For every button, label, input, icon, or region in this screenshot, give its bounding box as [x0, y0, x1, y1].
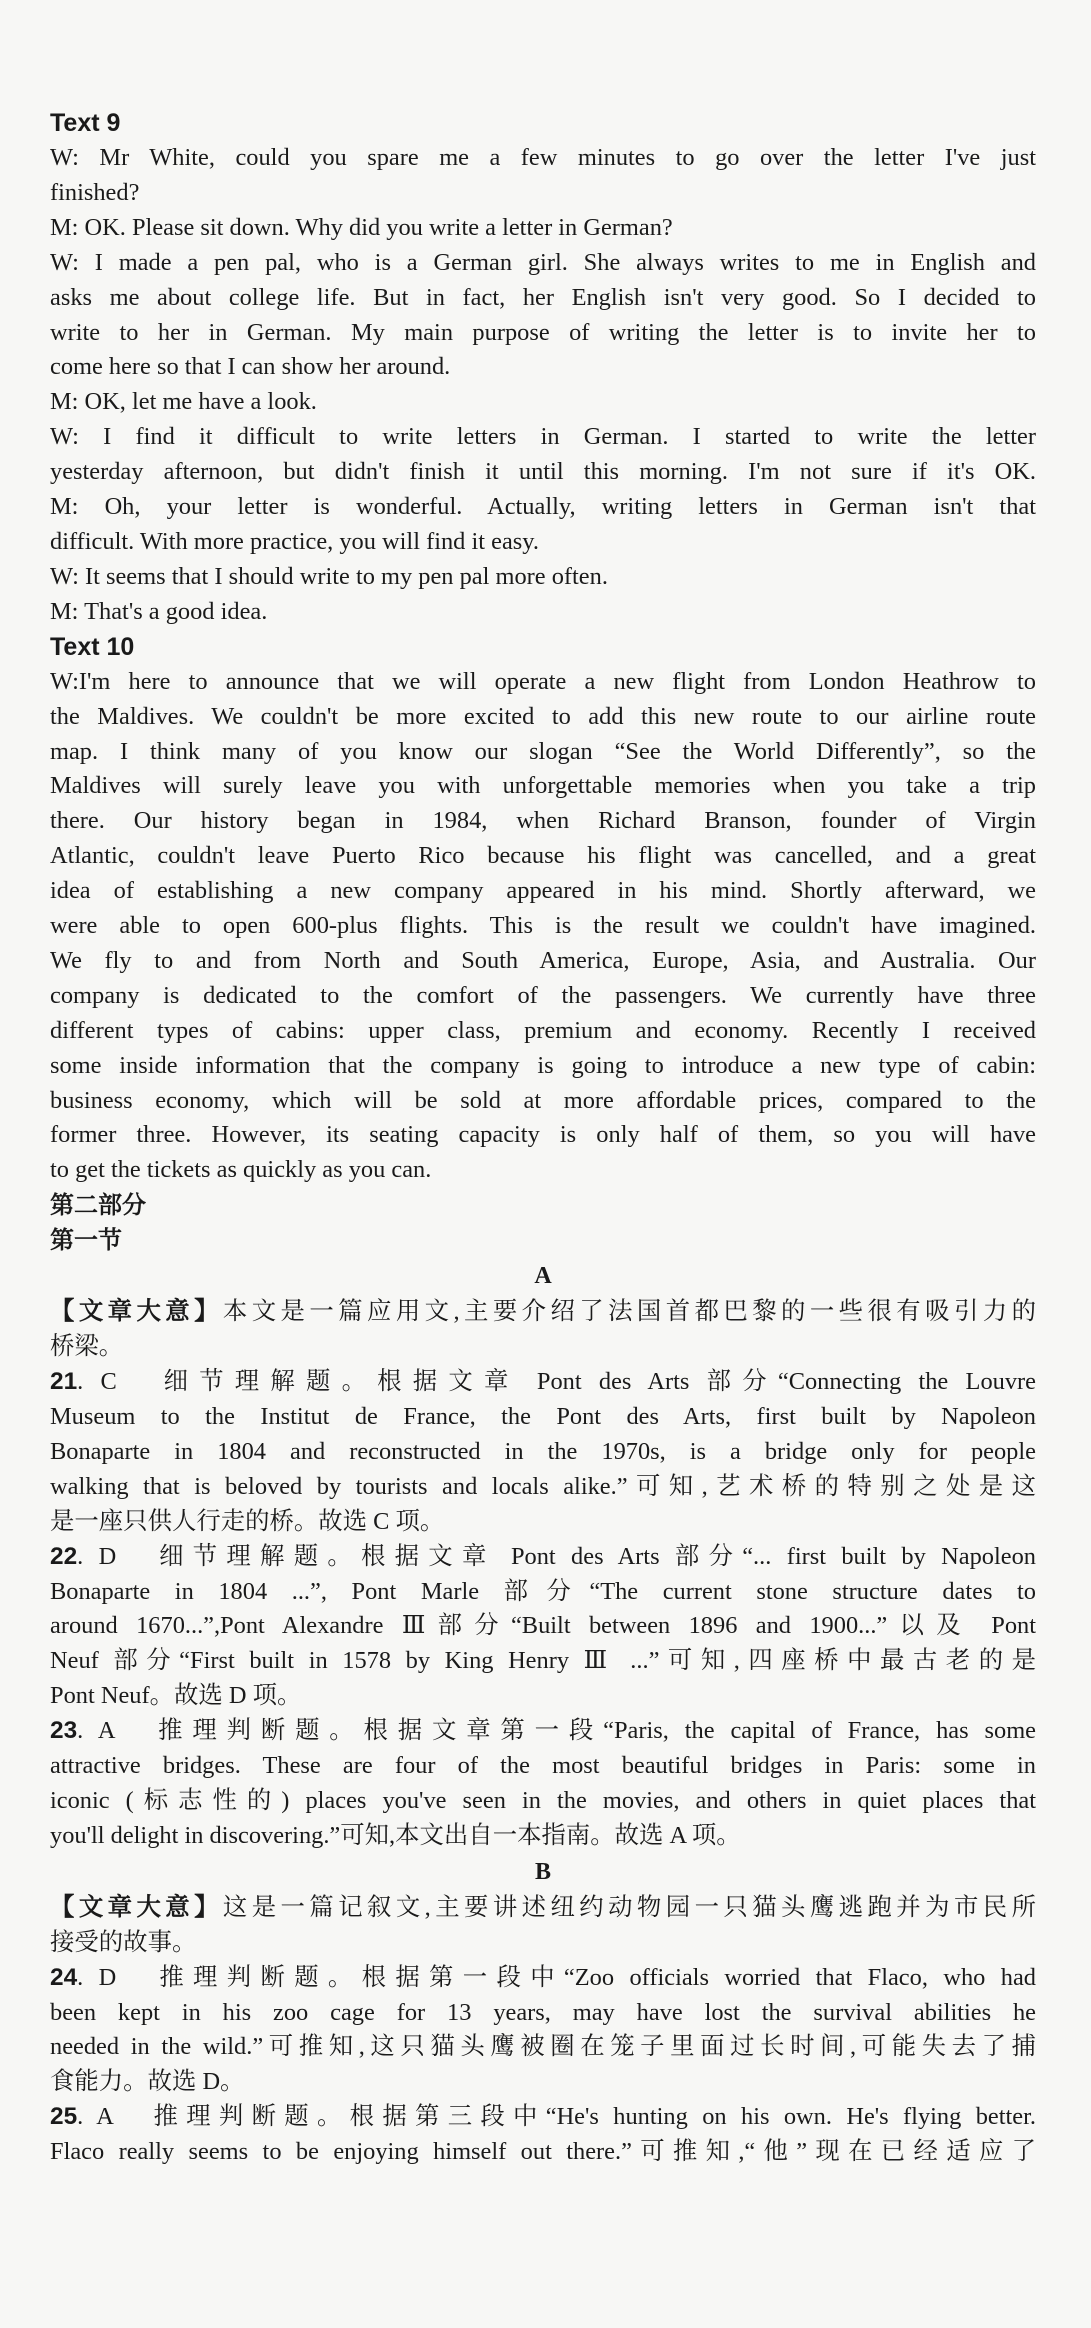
text9-section [50, 106, 1036, 630]
answer-23-line: attractive bridges. These are four of the most beautiful bridges in Paris: some in [50, 1752, 1036, 1780]
summary-tag: 【文章大意】 [50, 1296, 223, 1326]
text9-line: M: OK, let me have a look. [50, 388, 317, 416]
text10-line: Maldives will surely leave you with unforgettable memories when you take a trip [50, 772, 1036, 800]
answer-21-line: 是一座只供人行走的桥。故选 C 项。 [50, 1507, 445, 1535]
passage-a-answers [50, 1258, 1036, 1854]
text9-line: W: Mr White, could you spare me a few minutes to go over the letter I've just [50, 144, 1036, 171]
answer-21-line: walking that is beloved by tourists and locals alike.”可知,艺术桥的特别之处是这 [50, 1472, 1036, 1500]
answer-22-line: around 1670...”,Pont Alexandre Ⅲ部分“Built between 1896 and 1900...”以及 Pont [50, 1612, 1036, 1640]
passage-b-summary-line: 接受的故事。 [50, 1928, 197, 1956]
text9-heading: Text 9 [50, 109, 121, 137]
text10-line: there. Our history began in 1984, when Richard Branson, founder of Virgin [50, 807, 1036, 835]
answer-text: . A 推理判断题。根据文章第一段“Paris, the capital of France, has some [77, 1717, 1036, 1745]
text10-line: Atlantic, couldn't leave Puerto Rico because his flight was cancelled, and a great [50, 842, 1036, 870]
answer-23 [50, 1714, 1036, 1749]
text10-line: different types of cabins: upper class, premium and economy. Recently I received [50, 1016, 1036, 1044]
summary-tag: 【文章大意】 [50, 1891, 223, 1921]
text10-line: business economy, which will be sold at more affordable prices, compared to the [50, 1086, 1036, 1114]
answer-24 [50, 1961, 1036, 1996]
text9-line: W: I made a pen pal, who is a German girl. She always writes to me in English and [50, 248, 1036, 276]
text10-line: company is dedicated to the comfort of the passengers. We currently have three [50, 981, 1036, 1009]
text9-line: difficult. With more practice, you will find it easy. [50, 527, 539, 555]
text10-line: idea of establishing a new company appeared in his mind. Shortly afterward, we [50, 877, 1036, 905]
text10-line: former three. However, its seating capacity is only half of them, so you will have [50, 1121, 1036, 1149]
answer-24-line: been kept in his zoo cage for 13 years, may have lost the survival abilities he [50, 1998, 1036, 2026]
answer-text: . C 细节理解题。根据文章 Pont des Arts 部分“Connecting the Louvre [77, 1368, 1036, 1396]
answer-22 [50, 1540, 1036, 1575]
passage-a-summary-line: 桥梁。 [50, 1333, 124, 1361]
answer-22-line: Pont Neuf。故选 D 项。 [50, 1682, 302, 1710]
question-number: 23 [50, 1717, 78, 1745]
question-number: 22 [50, 1542, 78, 1570]
text9-line: W: I find it difficult to write letters in German. I started to write the letter [50, 423, 1036, 451]
text10-line: W:I'm here to announce that we will operate a new flight from London Heathrow to [50, 667, 1036, 695]
question-number: 24 [50, 1963, 78, 1991]
answer-22-line: Bonaparte in 1804 ...”, Pont Marle 部分“The current stone structure dates to [50, 1577, 1036, 1605]
answer-24-line: 食能力。故选 D。 [50, 2068, 245, 2096]
passage-b-letter: B [534, 1858, 551, 1885]
text9-line: M: That's a good idea. [50, 597, 268, 625]
text10-heading: Text 10 [50, 632, 135, 661]
text10-line: map. I think many of you know our slogan “See the World Differently”, so the [50, 737, 1036, 765]
answer-24-line: needed in the wild.”可推知,这只猫头鹰被圈在笼子里面过长时间,可能失去了捕 [50, 2033, 1036, 2061]
answer-25-line: Flaco really seems to be enjoying himself out there.”可推知,“他”现在已经适应了 [50, 2138, 1036, 2166]
text10-line: were able to open 600-plus flights. This is the result we couldn't have imagined. [50, 912, 1036, 940]
answer-text: . A 推理判断题。根据第三段中“He's hunting on his own. He's flying better. [77, 2103, 1036, 2131]
section1-heading: 第一节 [50, 1226, 122, 1255]
answer-22-line: Neuf 部分“First built in 1578 by King Henry Ⅲ ...”可知,四座桥中最古老的是 [50, 1647, 1036, 1675]
text9-line: M: OK. Please sit down. Why did you write a letter in German? [50, 213, 673, 241]
answer-21-line: Museum to the Institut de France, the Pont des Arts, first built by Napoleon [50, 1403, 1036, 1430]
question-number: 21 [50, 1368, 78, 1396]
summary-text: 本文是一篇应用文,主要介绍了法国首都巴黎的一些很有吸引力的 [222, 1298, 1036, 1326]
text10-line: We fly to and from North and South America, Europe, Asia, and Australia. Our [50, 946, 1036, 974]
text9-line: W: It seems that I should write to my pen pal more often. [50, 562, 608, 590]
text10-line: some inside information that the company is going to introduce a new type of cabin: [50, 1051, 1036, 1079]
answer-23-line: you'll delight in discovering.”可知,本文出自一本指南。故选 A 项。 [50, 1821, 741, 1849]
question-number: 25 [50, 2103, 78, 2131]
passage-b-answers [50, 1854, 1036, 2170]
text10-line: the Maldives. We couldn't be more excited to add this new route to our airline route [50, 702, 1036, 730]
answer-text: . D 细节理解题。根据文章 Pont des Arts 部分“... first built by Napoleon [77, 1542, 1036, 1570]
passage-a-letter: A [534, 1263, 552, 1290]
text9-line: M: Oh, your letter is wonderful. Actually, writing letters in German isn't that [50, 493, 1036, 521]
answer-23-line: iconic (标志性的) places you've seen in the movies, and others in quiet places that [50, 1786, 1036, 1814]
passage-b-summary [50, 1890, 1036, 1926]
text9-line: come here so that I can show her around. [50, 353, 451, 381]
text10-line: to get the tickets as quickly as you can. [50, 1156, 432, 1184]
answer-21-line: Bonaparte in 1804 and reconstructed in the 1970s, is a bridge only for people [50, 1437, 1036, 1465]
answer-text: . D 推理判断题。根据第一段中“Zoo officials worried that Flaco, who had [77, 1963, 1036, 1991]
answer-25 [50, 2100, 1036, 2135]
text9-line: write to her in German. My main purpose of writing the letter is to invite her to [50, 318, 1036, 346]
answer-21 [50, 1365, 1036, 1400]
text9-line: finished? [50, 178, 140, 206]
passage-a-summary [50, 1294, 1036, 1330]
part2-heading: 第二部分 [50, 1191, 146, 1220]
summary-text: 这是一篇记叙文,主要讲述纽约动物园一只猫头鹰逃跑并为市民所 [222, 1893, 1036, 1921]
text10-section [50, 630, 1036, 1189]
text9-line: asks me about college life. But in fact, her English isn't very good. So I decided to [50, 283, 1036, 311]
text9-line: yesterday afternoon, but didn't finish it until this morning. I'm not sure if it's OK. [50, 458, 1036, 486]
